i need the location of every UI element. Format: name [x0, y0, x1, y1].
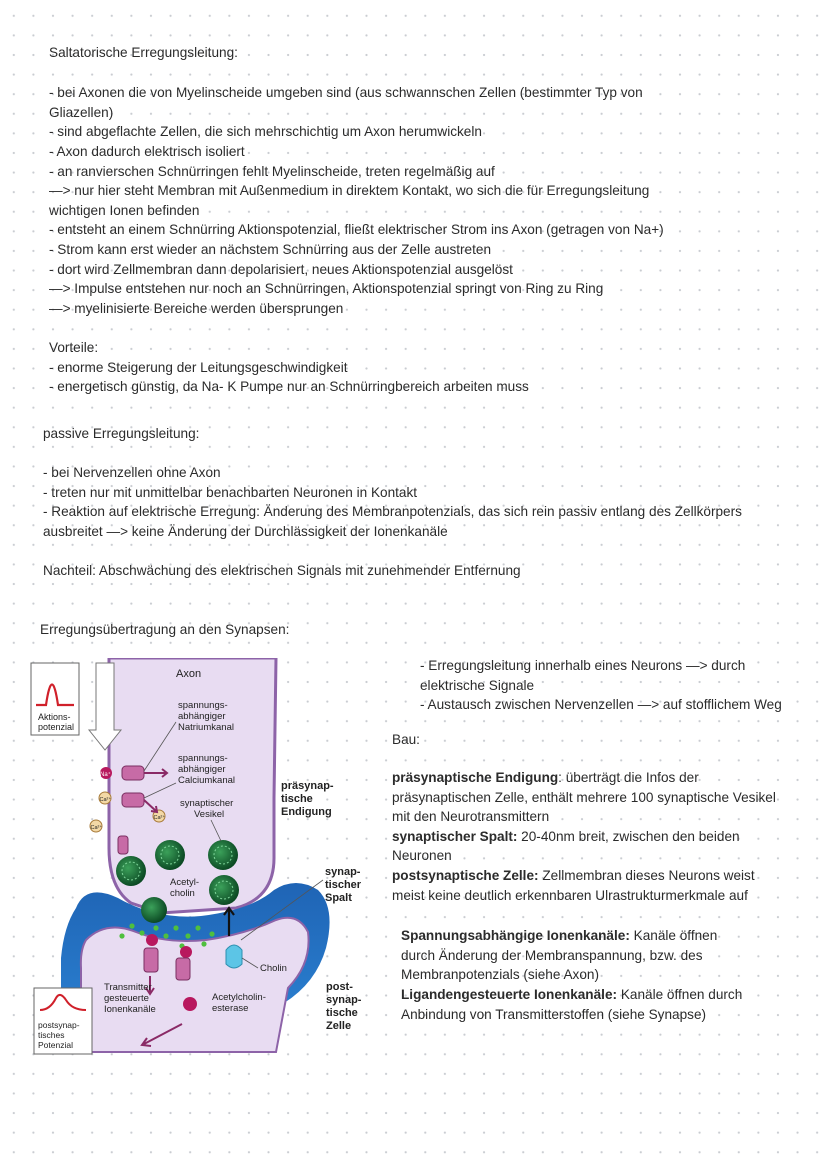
- label-transmitter-3: Ionenkanäle: [104, 1004, 156, 1015]
- label-esterase-1: Acetylcholin-: [212, 992, 266, 1003]
- label-spalt-1: synap-: [325, 866, 361, 878]
- text-line: Neuronen: [392, 848, 452, 863]
- desc-text: Kanäle öffnen: [629, 928, 718, 943]
- term-ligand: Ligandengesteuerte Ionenkanäle:: [401, 987, 618, 1002]
- label-vesikel-2: Vesikel: [194, 809, 225, 820]
- term-spalt: synaptischer Spalt:: [392, 829, 518, 844]
- bau-label: Bau:: [392, 732, 420, 747]
- label-esterase-2: esterase: [212, 1003, 249, 1014]
- label-spalt-3: Spalt: [325, 892, 352, 904]
- vesikel: [209, 875, 239, 905]
- vesikel: [155, 840, 185, 870]
- text-line: durch Änderung der Membranspannung, bzw. des: [401, 948, 703, 963]
- text-line: - dort wird Zellmembran dann depolarisiert, neues Aktionspotenzial ausgelöst: [49, 262, 513, 277]
- label-calcium-1: spannungs-: [178, 753, 228, 764]
- label-transmitter-1: Transmitter: [104, 982, 152, 993]
- label-natrium-2: abhängiger: [178, 711, 226, 722]
- term-post: postsynaptische Zelle:: [392, 868, 539, 883]
- label-post-4: Zelle: [326, 1020, 352, 1032]
- term-spann: Spannungsabhängige Ionenkanäle:: [401, 928, 630, 943]
- label-acetylcholin-2: cholin: [170, 888, 195, 899]
- text-line: - entsteht an einem Schnürring Aktionspotenzial, fließt elektrischer Strom ins Axon (getragen von Na+): [49, 222, 664, 237]
- text-line: Membranpotenzials (siehe Axon): [401, 967, 599, 982]
- synapse-diagram: [26, 658, 376, 1058]
- text-line: - Axon dadurch elektrisch isoliert: [49, 144, 245, 159]
- label-cholin: Cholin: [260, 963, 287, 974]
- vesikel: [208, 840, 238, 870]
- label-praesyn-2: tische: [281, 793, 313, 805]
- text-line: Gliazellen): [49, 105, 114, 120]
- label-post-1: post-: [326, 981, 353, 993]
- text-line: Anbindung von Transmitterstoffen (siehe Synapse): [401, 1007, 707, 1022]
- label-natrium-1: spannungs-: [178, 700, 228, 711]
- spann-line-1: [401, 926, 717, 946]
- text-line: meist keine deutlich erkennbaren Ulrastrukturmerkmale auf: [392, 888, 748, 903]
- nachteil-line: Nachteil: Abschwächung des elektrischen Signals mit zunehmender Entfernung: [43, 563, 521, 578]
- label-post-2: synap-: [326, 994, 362, 1006]
- label-praesyn-3: Endigung: [281, 806, 332, 818]
- text-line: - sind abgeflachte Zellen, die sich mehrschichtig um Axon herumwickeln: [49, 124, 482, 139]
- vorteile-title: Vorteile:: [49, 340, 99, 355]
- text-line: präsynaptischen Zelle, enthält mehrere 100 synaptische Vesikel: [392, 790, 776, 805]
- text-line: - Reaktion auf elektrische Erregung: Änderung des Membranpotenzials, das sich rein passiv entlang des Zellkörpers: [43, 504, 742, 519]
- text-line: —> myelinisierte Bereiche werden übersprungen: [49, 301, 344, 316]
- text-line: - an ranvierschen Schnürringen fehlt Myelinscheide, treten regelmäßig auf: [49, 164, 495, 179]
- text-line: - energetisch günstig, da Na- K Pumpe nur an Schnürringbereich arbeiten muss: [49, 379, 529, 394]
- label-transmitter-2: gesteuerte: [104, 993, 149, 1004]
- praesyn-line-1: [392, 768, 699, 788]
- label-post-3: tische: [326, 1007, 358, 1019]
- ion-na-label: Na⁺: [100, 772, 111, 778]
- label-calcium-2: abhängiger: [178, 764, 226, 775]
- desc-text: Zellmembran dieses Neurons weist: [538, 868, 755, 883]
- section-title-passiv: passive Erregungsleitung:: [43, 426, 200, 441]
- section-title-saltatorisch: Saltatorische Erregungsleitung:: [49, 45, 238, 60]
- section-title-synapsen: Erregungsübertragung an den Synapsen:: [40, 622, 290, 637]
- natriumkanal: [122, 766, 144, 780]
- label-calcium-3: Calciumkanal: [178, 775, 236, 786]
- desc-text: Kanäle öffnen durch: [617, 987, 743, 1002]
- label-acetylcholin-1: Acetyl-: [170, 877, 200, 888]
- text-line: - Erregungsleitung innerhalb eines Neurons —> durch: [420, 658, 746, 673]
- text-line: - bei Axonen die von Myelinscheide umgeben sind (aus schwannschen Zellen (bestimmter Typ von: [49, 85, 643, 100]
- label-postpot-3: Potenzial: [38, 1040, 73, 1050]
- label-postpot-1: postsynap-: [38, 1020, 80, 1030]
- label-postpot-2: tisches: [38, 1030, 65, 1040]
- text-line: —> Impulse entstehen nur noch an Schnürringen, Aktionspotenzial springt von Ring zu Ring: [49, 281, 604, 296]
- spalt-line-1: [392, 827, 740, 847]
- label-spalt-2: tischer: [325, 879, 362, 891]
- label-natrium-3: Natriumkanal: [178, 722, 234, 733]
- text-line: —> nur hier steht Membran mit Außenmedium in direktem Kontakt, wo sich die für Erregungsleitung: [49, 183, 650, 198]
- label-aktionspotenzial-2: potenzial: [38, 722, 75, 732]
- label-aktionspotenzial-1: Aktions-: [38, 712, 71, 722]
- vesikel: [116, 856, 146, 886]
- text-line: elektrische Signale: [420, 678, 535, 693]
- text-line: - Austausch zwischen Nervenzellen —> auf stofflichem Weg: [420, 697, 782, 712]
- post-line-1: [392, 866, 755, 886]
- desc-text: 20-40nm breit, zwischen den beiden: [517, 829, 740, 844]
- ligand-line-1: [401, 985, 742, 1005]
- vesikel: [141, 897, 167, 923]
- cholin-transporter: [226, 945, 242, 968]
- ion-ca-label: Ca²⁺: [153, 815, 166, 821]
- label-praesyn-1: präsynap-: [281, 780, 334, 792]
- text-line: ausbreitet —> keine Änderung der Durchlässigkeit der Ionenkanäle: [43, 524, 448, 539]
- calciumkanal: [122, 793, 144, 807]
- text-line: - bei Nervenzellen ohne Axon: [43, 465, 221, 480]
- text-line: - treten nur mit unmittelbar benachbarten Neuronen in Kontakt: [43, 485, 418, 500]
- term-praesyn: präsynaptische Endigung: [392, 770, 559, 785]
- text-line: - Strom kann erst wieder an nächstem Schnürring aus der Zelle austreten: [49, 242, 492, 257]
- text-line: mit den Neurotransmittern: [392, 809, 550, 824]
- label-axon: Axon: [176, 668, 202, 680]
- desc-text: : überträgt die Infos der: [558, 770, 699, 785]
- ion-ca-label: Ca²⁺: [99, 797, 112, 803]
- text-line: wichtigen Ionen befinden: [49, 203, 200, 218]
- label-vesikel-1: synaptischer: [180, 798, 234, 809]
- text-line: - enorme Steigerung der Leitungsgeschwindigkeit: [49, 360, 348, 375]
- ion-ca-label: Ca²⁺: [90, 825, 103, 831]
